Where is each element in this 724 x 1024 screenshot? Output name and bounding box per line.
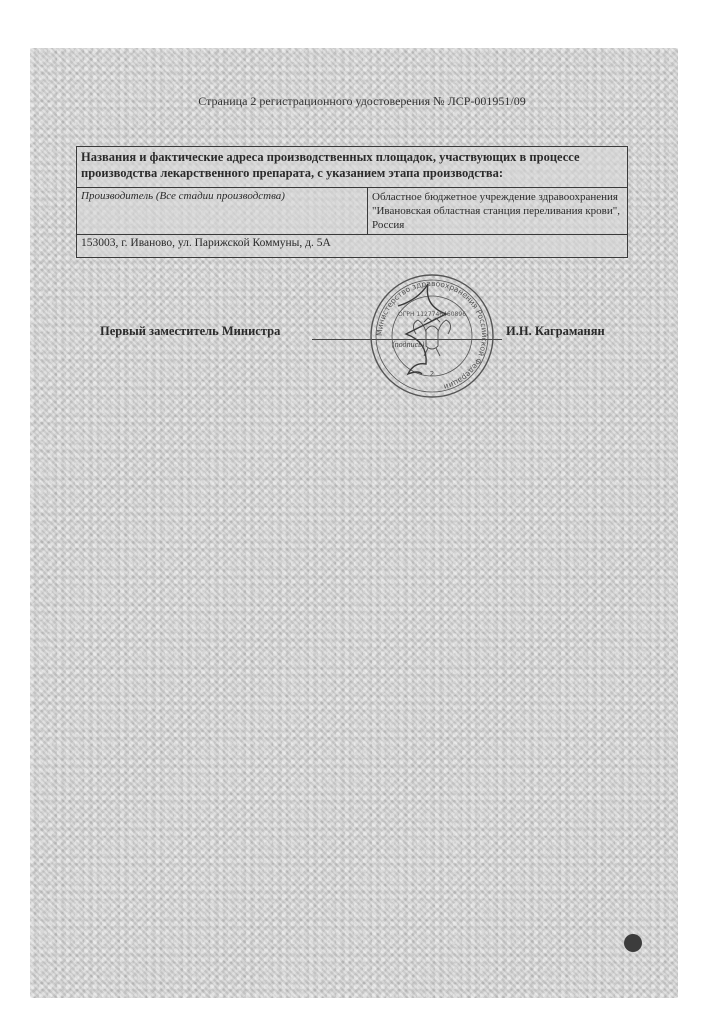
official-seal-icon — [368, 272, 496, 400]
page-header: Страница 2 регистрационного удостоверения № ЛСР-001951/09 — [198, 94, 526, 108]
seal-number: 2 — [429, 370, 435, 378]
seal-ring-text: Министерство здравоохранения Российской Федерации — [374, 278, 490, 392]
address-cell: 153003, г. Иваново, ул. Парижской Коммуны, д. 5А — [77, 235, 628, 258]
table-row — [77, 235, 628, 258]
manufacturer-cell: Областное бюджетное учреждение здравоохранения "Ивановская областная станция переливания крови", Россия — [368, 188, 628, 235]
production-stage-cell: Производитель (Все стадии производства) — [77, 188, 368, 235]
table-row — [77, 188, 628, 235]
seal-inner-text: ОГРН 1127746460896 — [397, 311, 467, 318]
signature-caption: (подпись) — [392, 340, 425, 349]
corner-mark-icon — [624, 934, 642, 952]
table-title: Названия и фактические адреса производственных площадок, участвующих в процессе производства лекарственного препарата, с указанием этапа производства: — [77, 147, 628, 188]
table-row — [77, 147, 628, 188]
signatory-position: Первый заместитель Министра — [100, 324, 281, 338]
signatory-name: И.Н. Каграманян — [506, 324, 605, 338]
production-sites-table — [76, 146, 628, 258]
